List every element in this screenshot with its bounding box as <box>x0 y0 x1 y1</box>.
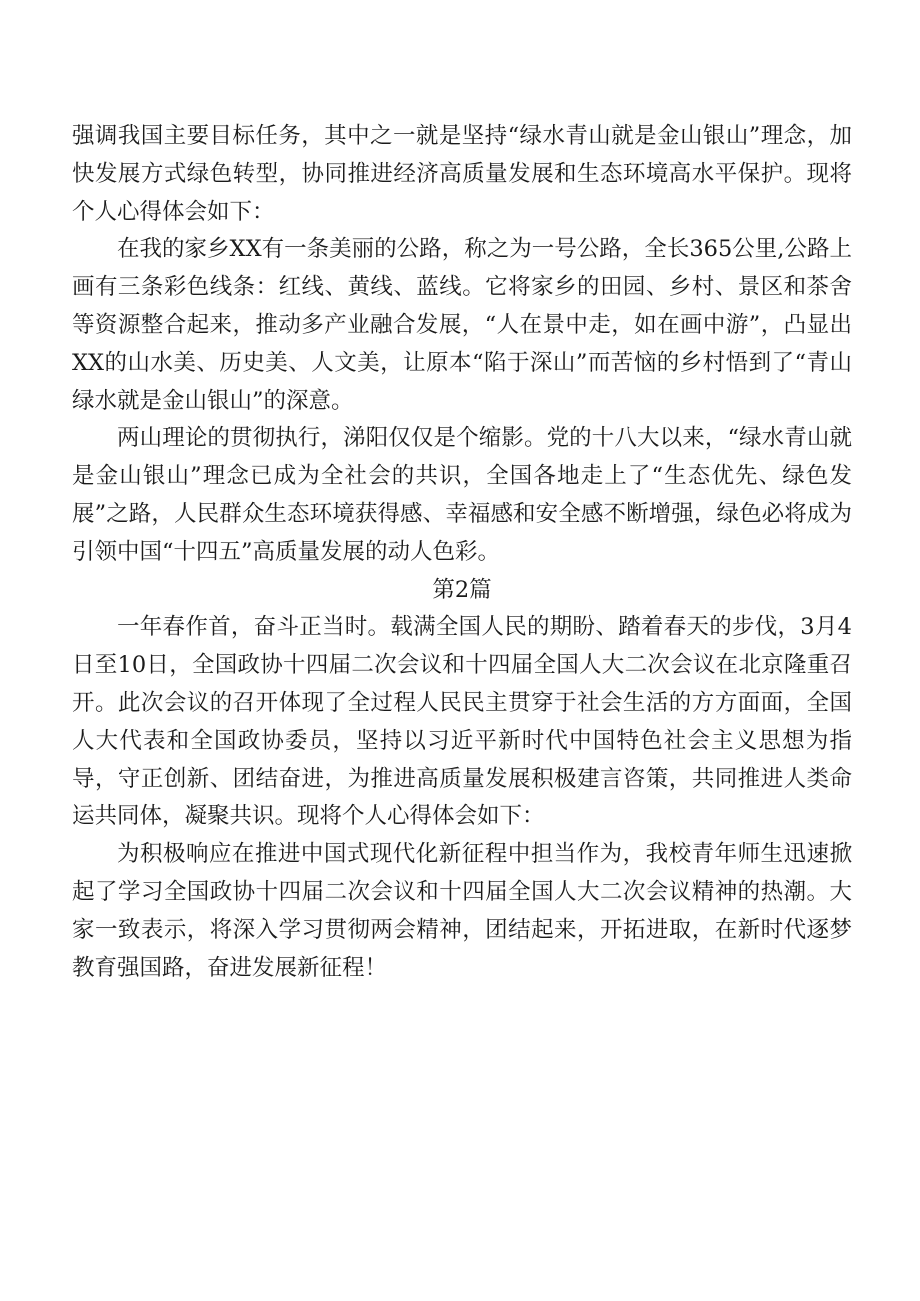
paragraph-spring-sessions: 一年春作首，奋斗正当时。载满全国人民的期盼、踏着春天的步伐，3月4日至10日，全国政协十四届二次会议和十四届全国人大二次会议在北京隆重召开。此次会议的召开体现了全过程人民民主贯穿于社会生活的方方面面，全国人大代表和全国政协委员，坚持以习近平新时代中国特色社会主义思想为指导，守正创新、团结奋进，为推进高质量发展积极建言咨策，共同推进人类命运共同体，凝聚共识。现将个人心得体会如下： <box>72 614 852 830</box>
paragraph-hometown-road: 在我的家乡XX有一条美丽的公路，称之为一号公路，全长365公里,公路上画有三条彩色线条：红线、黄线、蓝线。它将家乡的田园、乡村、景区和茶舍等资源整合起来，推动多产业融合发展，“人在景中走，如在画中游”，凸显出XX的山水美、历史美、人文美，让原本“陷于深山”而苦恼的乡村悟到了“青山绿水就是金山银山”的深意。 <box>72 236 852 414</box>
paragraph-school-response: 为积极响应在推进中国式现代化新征程中担当作为，我校青年师生迅速掀起了学习全国政协十四届二次会议和十四届全国人大二次会议精神的热潮。大家一致表示，将深入学习贯彻两会精神，团结起来，开拓进取，在新时代逐梦教育强国路，奋进发展新征程！ <box>72 841 852 981</box>
document-body <box>72 118 852 987</box>
paragraph-continuation: 强调我国主要目标任务，其中之一就是坚持“绿水青山就是金山银山”理念，加快发展方式绿色转型，协同推进经济高质量发展和生态环境高水平保护。现将个人心得体会如下： <box>72 123 852 225</box>
section-heading: 第2篇 <box>432 576 492 603</box>
paragraph-two-mountains-theory: 两山理论的贯彻执行，涕阳仅仅是个缩影。党的十八大以来，“绿水青山就是金山银山”理念已成为全社会的共识，全国各地走上了“生态优先、绿色发展”之路，人民群众生态环境获得感、幸福感和安全感不断增强，绿色必将成为引领中国“十四五”高质量发展的动人色彩。 <box>72 425 852 565</box>
